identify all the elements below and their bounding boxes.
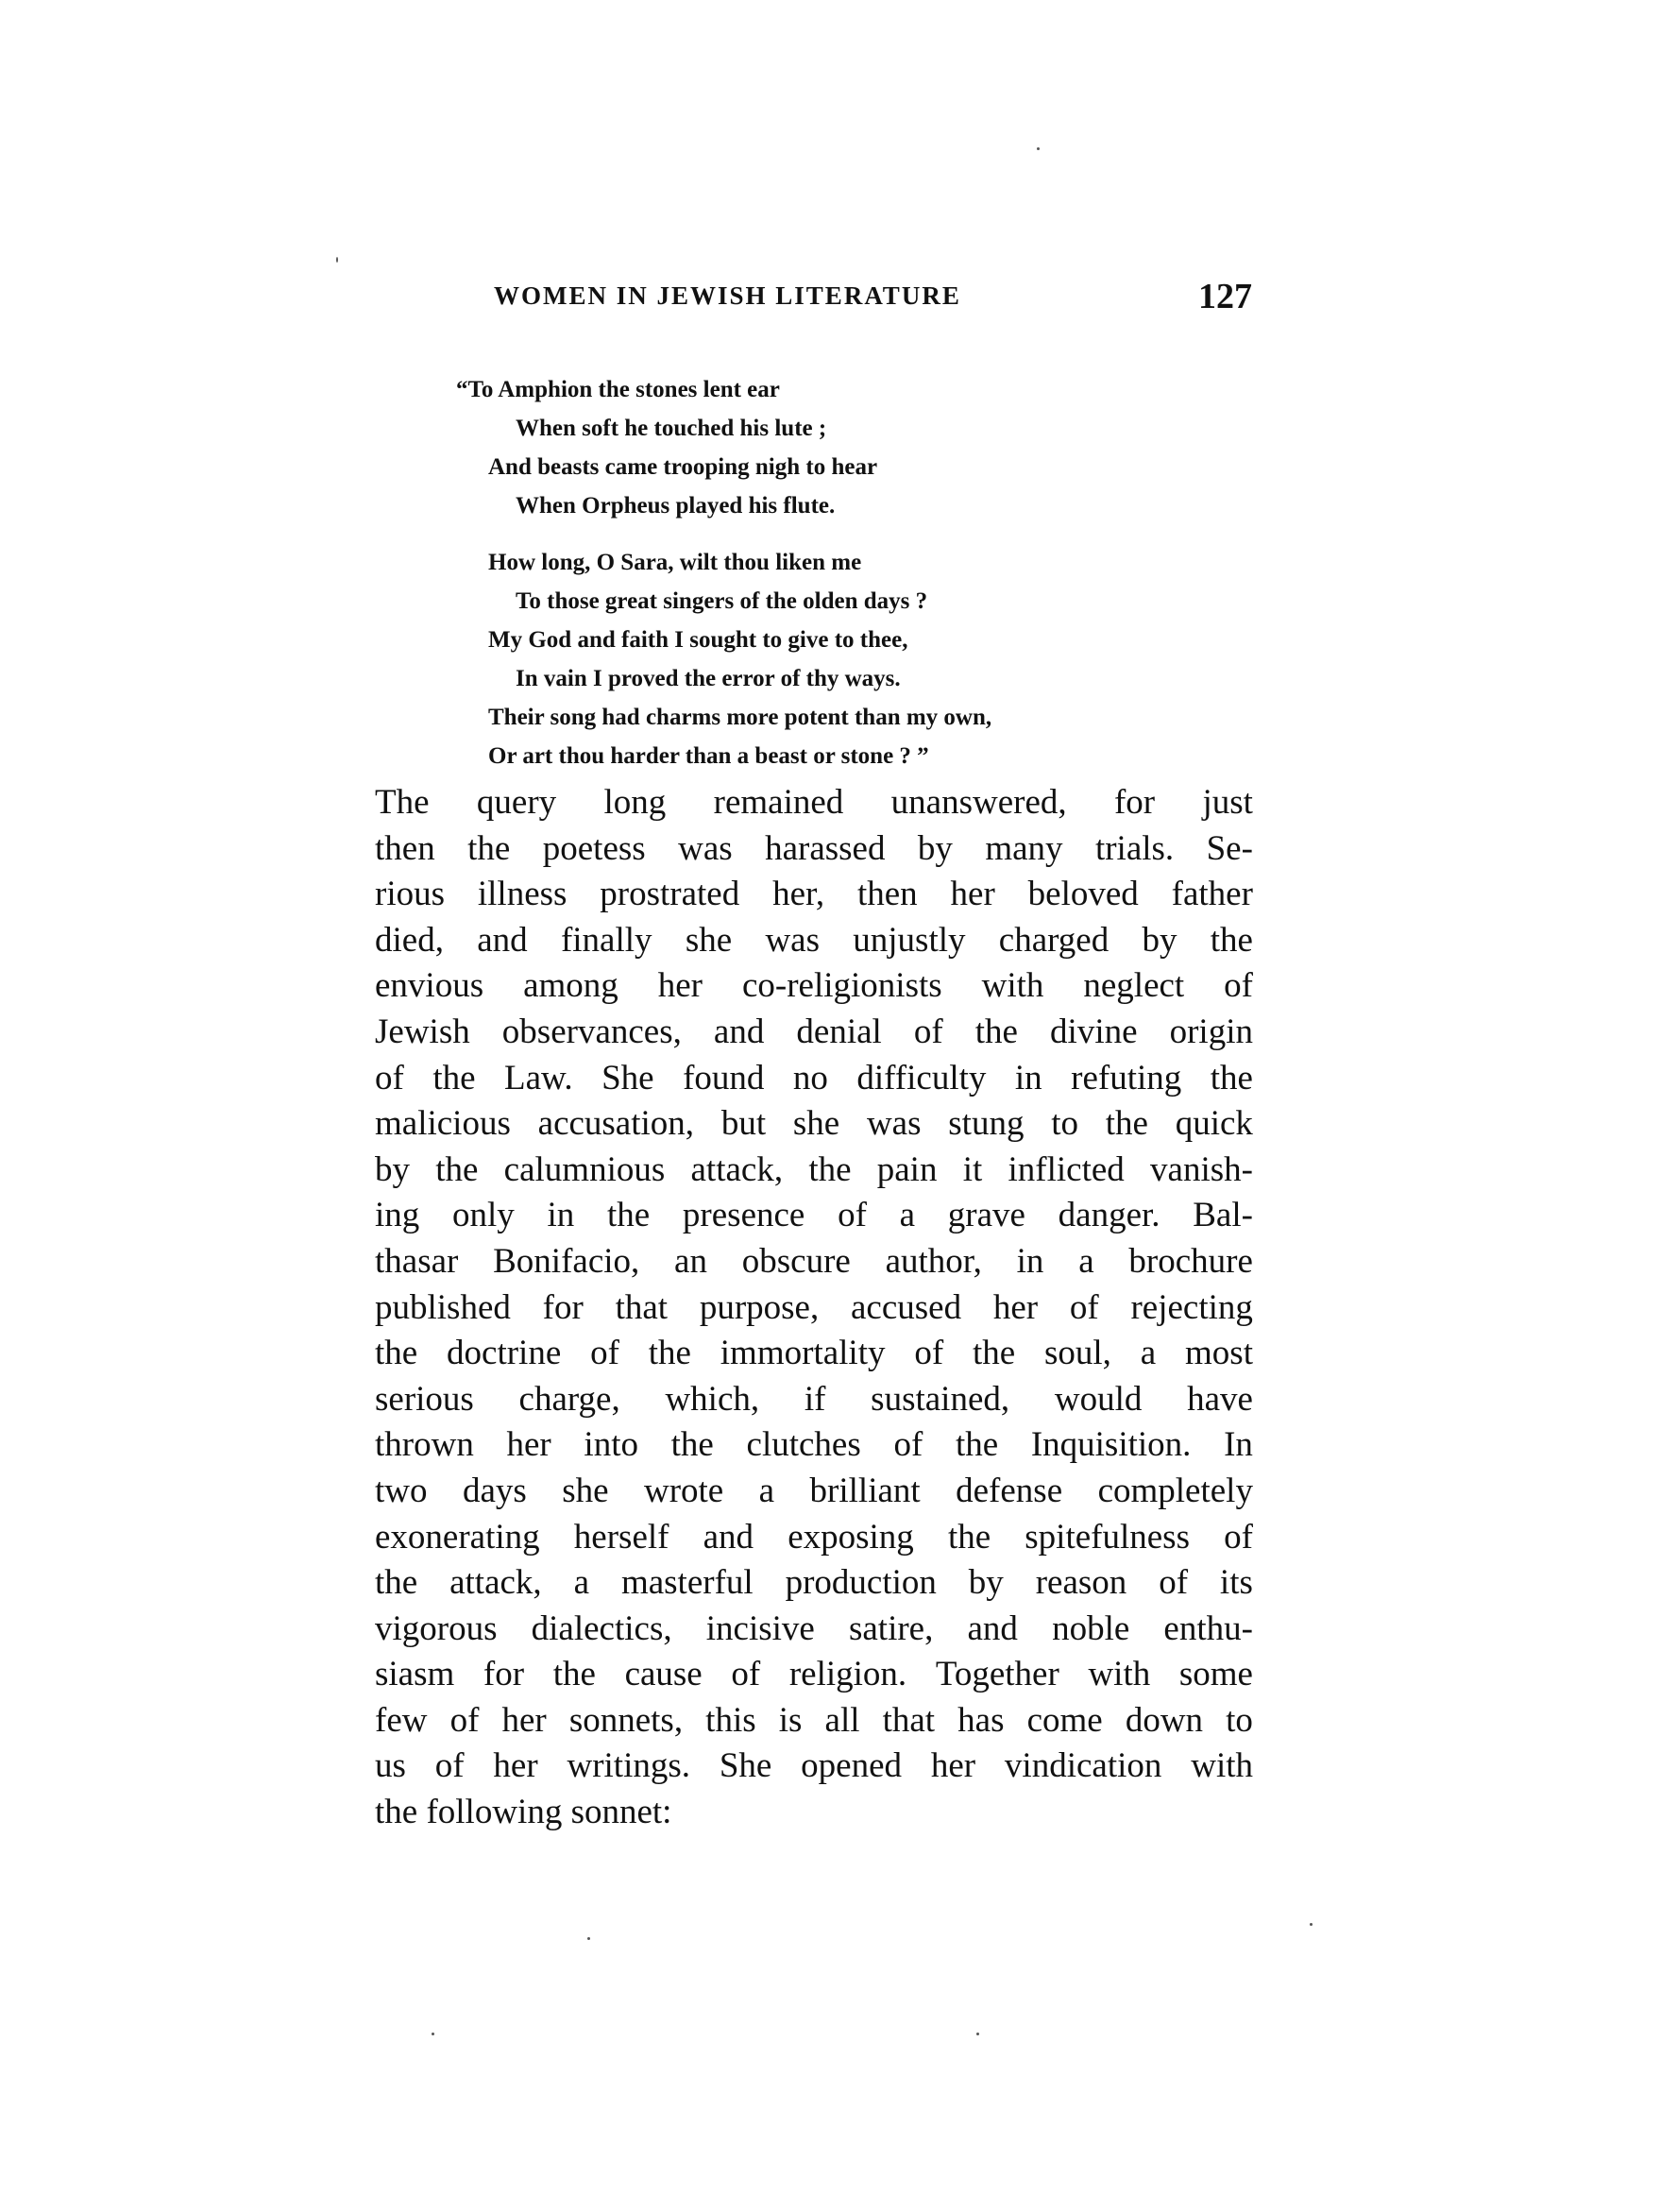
body-line <box>375 1331 1253 1377</box>
body-paragraph <box>375 780 1253 1836</box>
word: incisive <box>705 1608 815 1648</box>
word: stung <box>948 1104 1025 1144</box>
word: illness <box>477 875 567 914</box>
word: and <box>477 920 528 960</box>
body-line: the following sonnet: <box>375 1793 672 1832</box>
word: soul, <box>1044 1334 1111 1373</box>
word: the <box>947 1517 991 1557</box>
body-line <box>375 1607 1253 1653</box>
word: few <box>375 1700 428 1740</box>
word: clutches <box>746 1425 861 1465</box>
word: us <box>375 1746 406 1786</box>
word: rejecting <box>1130 1287 1253 1327</box>
body-line <box>375 1148 1253 1194</box>
word: masterful <box>620 1563 754 1603</box>
word: accused <box>851 1287 962 1327</box>
poem-line: When soft he touched his lute ; <box>516 416 827 441</box>
word: origin <box>1169 1012 1253 1051</box>
word: difficulty <box>856 1058 987 1097</box>
word: charge, <box>518 1379 620 1419</box>
word: she <box>792 1104 840 1144</box>
word: brochure <box>1128 1241 1253 1281</box>
word: have <box>1187 1379 1253 1419</box>
word: Bonifacio, <box>493 1241 640 1281</box>
word: with <box>981 966 1044 1006</box>
word: Together <box>935 1655 1059 1694</box>
word: in <box>1016 1241 1044 1281</box>
poem-line: Or art thou harder than a beast or stone ? ” <box>488 743 929 769</box>
word: the <box>375 1334 418 1373</box>
word: of <box>838 1196 867 1235</box>
word: sustained, <box>871 1379 1010 1419</box>
word: the <box>808 1149 852 1189</box>
word: spitefulness <box>1025 1517 1190 1557</box>
word: published <box>375 1287 511 1327</box>
word: two <box>375 1471 428 1510</box>
body-line <box>375 1239 1253 1285</box>
word: neglect <box>1083 966 1185 1006</box>
word: co-religionists <box>741 966 942 1006</box>
word: the <box>955 1425 999 1465</box>
word: a <box>1140 1334 1157 1373</box>
word: purpose, <box>699 1287 820 1327</box>
word: the <box>375 1563 418 1603</box>
word: to <box>1226 1700 1253 1740</box>
word: most <box>1185 1334 1253 1373</box>
word: if <box>804 1379 826 1419</box>
word: harassed <box>765 828 886 868</box>
word: writings. <box>567 1746 690 1786</box>
word: of <box>1159 1563 1189 1603</box>
word: by <box>917 828 953 868</box>
word: is <box>778 1700 803 1740</box>
word: vindication <box>1004 1746 1162 1786</box>
word: by <box>375 1149 410 1189</box>
word: In <box>1224 1425 1253 1465</box>
body-line <box>375 1193 1253 1239</box>
word: satire, <box>848 1608 934 1648</box>
body-line <box>375 1744 1253 1790</box>
body-line <box>375 826 1253 873</box>
body-line <box>375 1422 1253 1469</box>
word: opened <box>801 1746 903 1786</box>
word: in <box>547 1196 575 1235</box>
word: some <box>1178 1655 1253 1694</box>
word: author, <box>885 1241 982 1281</box>
word: for <box>542 1287 584 1327</box>
word: envious <box>375 966 484 1006</box>
word: would <box>1054 1379 1143 1419</box>
word: that <box>615 1287 669 1327</box>
scan-speck <box>1037 147 1040 150</box>
word: the <box>648 1334 691 1373</box>
page-number: 127 <box>1198 277 1252 316</box>
word: beloved <box>1027 875 1139 914</box>
word: her <box>992 1287 1039 1327</box>
body-line <box>375 963 1253 1010</box>
word: attack, <box>690 1149 784 1189</box>
word: was <box>678 828 733 868</box>
word: the <box>670 1425 714 1465</box>
word: inflicted <box>1008 1149 1125 1189</box>
word: unanswered, <box>890 783 1067 822</box>
word: long <box>603 783 667 822</box>
scan-speck <box>587 1937 590 1940</box>
word: She <box>601 1058 654 1097</box>
word: among <box>523 966 618 1006</box>
stanza-gap <box>456 525 991 543</box>
body-line <box>375 1698 1253 1744</box>
word: immortality <box>720 1334 886 1373</box>
word: was <box>866 1104 922 1144</box>
poem-line: When Orpheus played his flute. <box>516 493 836 519</box>
word: just <box>1202 783 1253 822</box>
word: cause <box>624 1655 703 1694</box>
word: of <box>1224 1517 1253 1557</box>
word: sonnets, <box>568 1700 684 1740</box>
word: poetess <box>542 828 646 868</box>
word: accusation, <box>537 1104 695 1144</box>
word: The <box>375 783 430 822</box>
word: noble <box>1052 1608 1130 1648</box>
word: dialectics, <box>531 1608 672 1648</box>
body-line <box>375 1652 1253 1698</box>
word: Bal- <box>1193 1196 1253 1235</box>
word: a <box>1078 1241 1094 1281</box>
word: of <box>913 1012 943 1051</box>
word: with <box>1191 1746 1253 1786</box>
word: the <box>435 1149 479 1189</box>
poem-line: In vain I proved the error of thy ways. <box>516 666 901 691</box>
word: only <box>452 1196 515 1235</box>
word: come <box>1026 1700 1103 1740</box>
poem-line: And beasts came trooping nigh to hear <box>488 454 878 480</box>
word: in <box>1014 1058 1042 1097</box>
word: exonerating <box>375 1517 540 1557</box>
word: malicious <box>375 1104 511 1144</box>
word: all <box>824 1700 860 1740</box>
word: thasar <box>375 1241 459 1281</box>
running-header <box>494 277 1252 323</box>
word: she <box>562 1471 609 1510</box>
word: finally <box>560 920 652 960</box>
poem-quotation <box>456 370 991 775</box>
word: the <box>1105 1104 1148 1144</box>
word: with <box>1088 1655 1151 1694</box>
word: siasm <box>375 1655 455 1694</box>
word: charged <box>998 920 1109 960</box>
word: Inquisition. <box>1030 1425 1192 1465</box>
scan-speck <box>1310 1923 1313 1926</box>
running-title: WOMEN IN JEWISH LITERATURE <box>494 281 961 310</box>
word: the <box>974 1012 1018 1051</box>
word: She <box>719 1746 772 1786</box>
word: for <box>483 1655 525 1694</box>
word: it <box>962 1149 983 1189</box>
word: trials. <box>1094 828 1175 868</box>
word: of <box>590 1334 619 1373</box>
word: the <box>552 1655 596 1694</box>
word: for <box>1113 783 1156 822</box>
word: observances, <box>501 1012 682 1051</box>
body-line <box>375 872 1253 918</box>
word: Law. <box>504 1058 573 1097</box>
poem-line: Their song had charms more potent than my own, <box>488 705 992 730</box>
word: presence <box>682 1196 805 1235</box>
word: completely <box>1097 1471 1253 1510</box>
word: her <box>657 966 703 1006</box>
word: production <box>785 1563 937 1603</box>
word: her <box>506 1425 551 1465</box>
body-line <box>375 1560 1253 1607</box>
word: her <box>950 875 995 914</box>
word: Se- <box>1206 828 1253 868</box>
word: and <box>713 1012 765 1051</box>
word: grave <box>947 1196 1025 1235</box>
word: of <box>434 1746 465 1786</box>
word: of <box>731 1655 761 1694</box>
word: the <box>972 1334 1016 1373</box>
word: brilliant <box>809 1471 921 1510</box>
word: denial <box>796 1012 882 1051</box>
word: her <box>501 1700 547 1740</box>
word: her <box>930 1746 976 1786</box>
body-line <box>375 1377 1253 1423</box>
scan-speck <box>432 2033 434 2035</box>
word: then <box>856 875 918 914</box>
word: exposing <box>788 1517 914 1557</box>
word: divine <box>1050 1012 1138 1051</box>
word: the <box>467 828 511 868</box>
word: the <box>432 1058 476 1097</box>
body-line <box>375 1010 1253 1056</box>
body-line <box>375 1469 1253 1515</box>
poem-line: “To Amphion the stones lent ear <box>456 377 780 402</box>
word: of <box>893 1425 923 1465</box>
word: many <box>985 828 1063 868</box>
word: down <box>1125 1700 1204 1740</box>
word: of <box>1069 1287 1099 1327</box>
body-line <box>375 918 1253 964</box>
word: refuting <box>1071 1058 1182 1097</box>
word: of <box>914 1334 944 1373</box>
word: herself <box>573 1517 669 1557</box>
word: reason <box>1035 1563 1127 1603</box>
word: and <box>967 1608 1018 1648</box>
word: of <box>1224 966 1253 1006</box>
word: serious <box>375 1379 474 1419</box>
word: prostrated <box>600 875 740 914</box>
body-line <box>375 1285 1253 1332</box>
word: a <box>899 1196 916 1235</box>
word: its <box>1219 1563 1253 1603</box>
word: the <box>607 1196 651 1235</box>
word: remained <box>713 783 844 822</box>
word: to <box>1051 1104 1078 1144</box>
word: danger. <box>1058 1196 1160 1235</box>
poem-line: My God and faith I sought to give to thee, <box>488 627 908 653</box>
word: of <box>375 1058 404 1097</box>
word: thrown <box>375 1425 474 1465</box>
word: her <box>493 1746 538 1786</box>
body-line <box>375 780 1253 826</box>
scan-speck <box>336 257 338 263</box>
word: query <box>476 783 557 822</box>
word: vigorous <box>375 1608 498 1648</box>
body-line <box>375 1056 1253 1102</box>
word: religion. <box>788 1655 907 1694</box>
word: found <box>683 1058 765 1097</box>
word: of <box>449 1700 480 1740</box>
word: into <box>584 1425 638 1465</box>
word: attack, <box>449 1563 542 1603</box>
word: a <box>573 1563 590 1603</box>
word: doctrine <box>447 1334 562 1373</box>
word: days <box>462 1471 527 1510</box>
word: calumnious <box>503 1149 666 1189</box>
word: that <box>882 1700 936 1740</box>
word: defense <box>956 1471 1063 1510</box>
word: an <box>674 1241 707 1281</box>
word: has <box>957 1700 1005 1740</box>
word: which, <box>665 1379 760 1419</box>
word: and <box>703 1517 754 1557</box>
word: pain <box>876 1149 938 1189</box>
word: wrote <box>643 1471 724 1510</box>
word: Jewish <box>375 1012 470 1051</box>
word: enthu- <box>1163 1608 1253 1648</box>
word: then <box>375 828 435 868</box>
word: this <box>705 1700 756 1740</box>
word: died, <box>375 920 444 960</box>
word: vanish- <box>1150 1149 1253 1189</box>
scan-speck <box>976 2033 979 2035</box>
word: rious <box>375 875 445 914</box>
word: no <box>792 1058 828 1097</box>
word: her, <box>772 875 825 914</box>
word: a <box>758 1471 775 1510</box>
word: by <box>1142 920 1177 960</box>
word: father <box>1171 875 1253 914</box>
word: obscure <box>741 1241 851 1281</box>
body-line <box>375 1515 1253 1561</box>
word: quick <box>1175 1104 1253 1144</box>
word: the <box>1210 1058 1253 1097</box>
word: was <box>765 920 820 960</box>
poem-line: How long, O Sara, wilt thou liken me <box>488 550 862 575</box>
word: the <box>1210 920 1253 960</box>
word: but <box>720 1104 767 1144</box>
word: unjustly <box>853 920 966 960</box>
poem-line: To those great singers of the olden days ? <box>516 588 928 614</box>
word: she <box>685 920 733 960</box>
word: by <box>968 1563 1004 1603</box>
word: ing <box>375 1196 420 1235</box>
body-line <box>375 1101 1253 1148</box>
